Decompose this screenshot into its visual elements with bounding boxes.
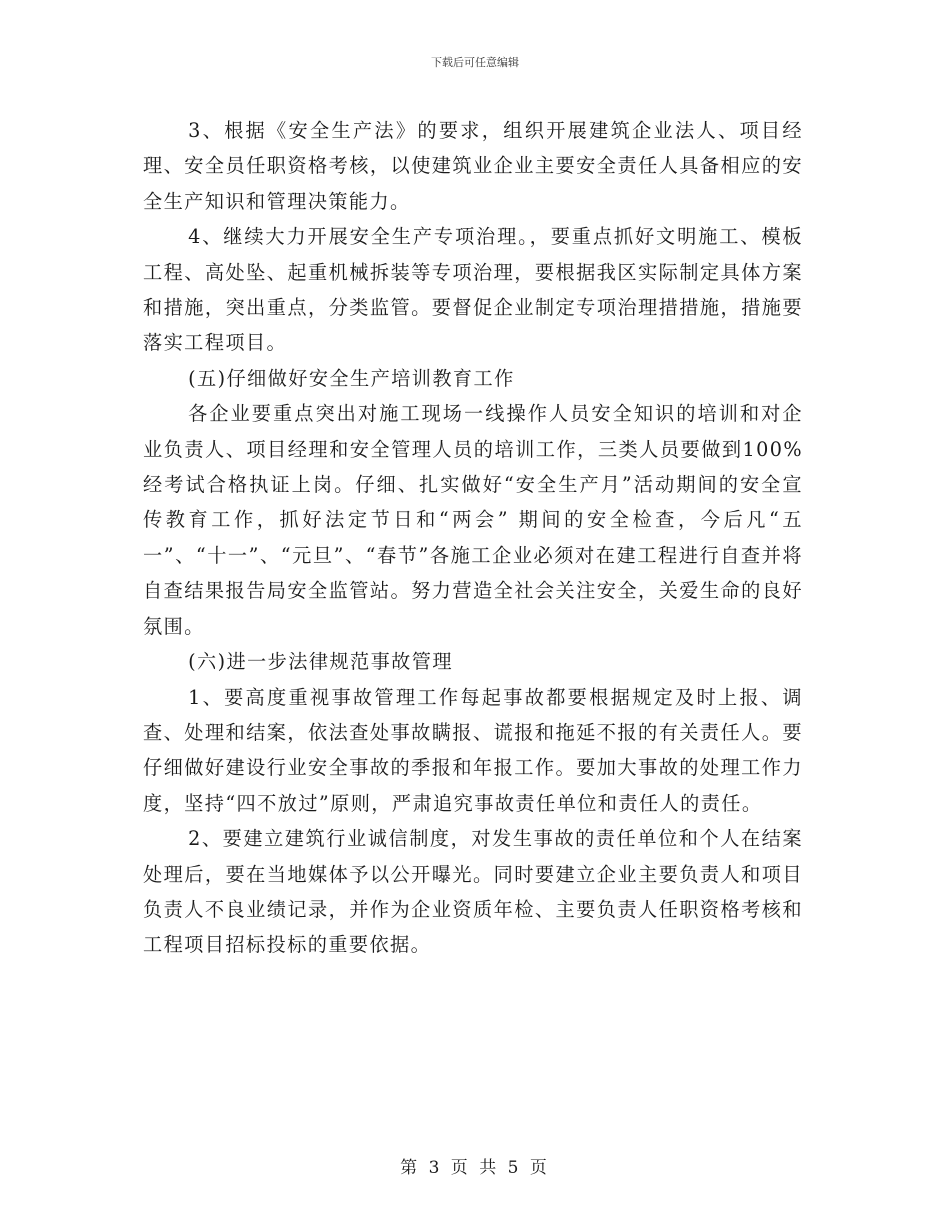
document-body bbox=[143, 113, 803, 963]
paragraph-item-2: 2、要建立建筑行业诚信制度，对发生事故的责任单位和个人在结案处理后，要在当地媒体予以公开曝光。同时要建立企业主要负责人和项目负责人不良业绩记录，并作为企业资质年检、主要负责人任职资格考核和工程项目招标投标的重要依据。 bbox=[143, 827, 803, 957]
section-heading-6: (六)进一步法律规范事故管理 bbox=[188, 650, 453, 674]
page-number: 第 3 页 共 5 页 bbox=[400, 1158, 550, 1178]
header-note: 下载后可任意编辑 bbox=[431, 56, 519, 69]
paragraph-item-3: 3、根据《安全生产法》的要求，组织开展建筑企业法人、项目经理、安全员任职资格考核，以使建筑业企业主要安全责任人具备相应的安全生产知识和管理决策能力。 bbox=[143, 119, 803, 213]
paragraph-item-4: 4、继续大力开展安全生产专项治理。，要重点抓好文明施工、模板工程、高处坠、起重机械拆装等专项治理，要根据我区实际制定具体方案和措施，突出重点，分类监管。要督促企业制定专项治理措措施，措施要落实工程项目。 bbox=[143, 225, 803, 355]
paragraph-item-1: 1、要高度重视事故管理工作每起事故都要根据规定及时上报、调查、处理和结案，依法查处事故瞒报、谎报和拖延不报的有关责任人。要仔细做好建设行业安全事故的季报和年报工作。要加大事故的处理工作力度，坚持“四不放过”原则，严肃追究事故责任单位和责任人的责任。 bbox=[143, 685, 803, 815]
paragraph-training: 各企业要重点突出对施工现场一线操作人员安全知识的培训和对企业负责人、项目经理和安全管理人员的培训工作，三类人员要做到100%经考试合格执证上岗。仔细、扎实做好“安全生产月”活动期间的安全宣传教育工作，抓好法定节日和“两会” 期间的安全检查，今后凡“五一”、“十一”、“元旦”、“春节”各施工企业必须对在建工程进行自查并将自查结果报告局安全监管站。努力营造全社会关注安全，关爱生命的良好氛围。 bbox=[143, 402, 803, 638]
section-heading-5: (五)仔细做好安全生产培训教育工作 bbox=[188, 366, 515, 390]
